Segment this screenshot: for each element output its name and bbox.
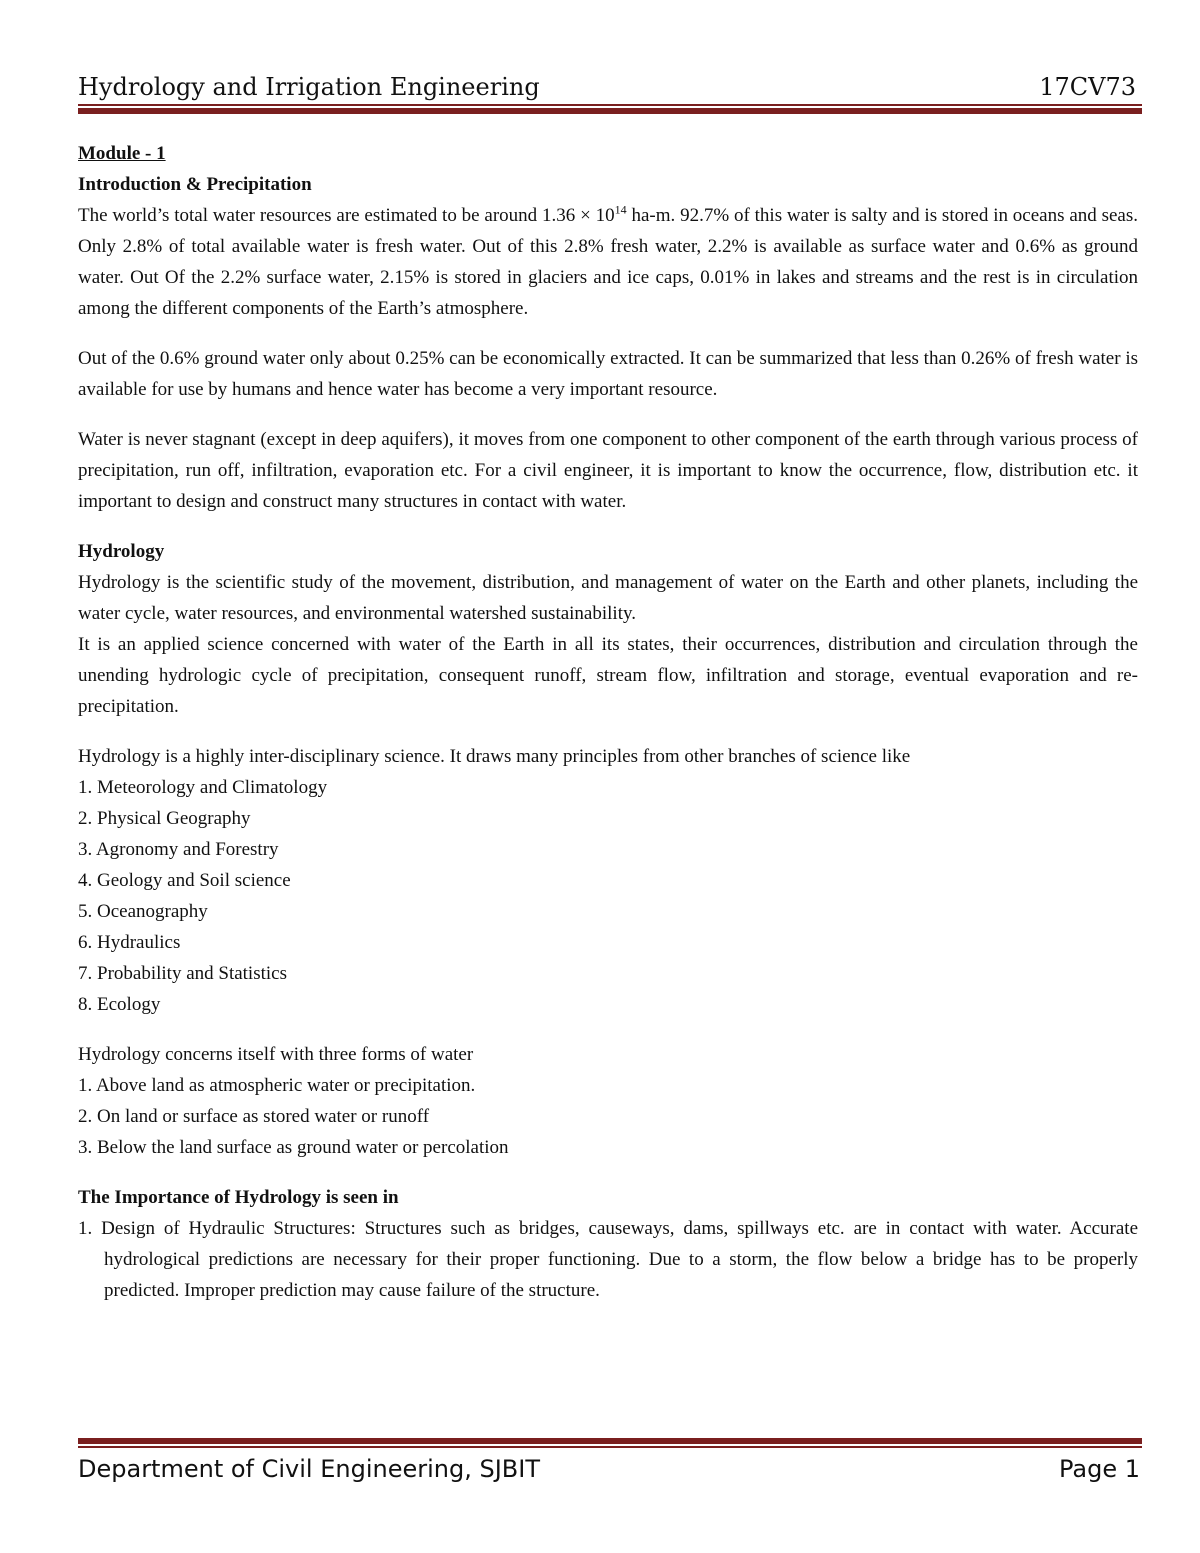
header-rule-thick: [78, 108, 1142, 114]
hydrology-heading: Hydrology: [78, 541, 165, 562]
footer-rule-thin: [78, 1446, 1142, 1448]
department-name: Department of Civil Engineering, SJBIT: [78, 1455, 540, 1483]
list-item: 3. Below the land surface as ground water or percolation: [78, 1137, 509, 1158]
intro-paragraph-2: Out of the 0.6% ground water only about 0.25% can be economically extracted. It can be summarized that less than 0.26% of fresh water is available for use by humans and hence water has become a very important resource.: [78, 348, 1138, 400]
module-title: Module - 1: [78, 143, 166, 164]
chapter-title: Introduction & Precipitation: [78, 174, 312, 195]
forms-list: [78, 1070, 1138, 1163]
footer-rule-thick: [78, 1438, 1142, 1444]
disciplines-list: [78, 772, 1138, 1020]
list-item: 5. Oceanography: [78, 901, 208, 922]
intro-paragraph-1: The world’s total water resources are estimated to be around $1.36 \times 10^{14}$ ha-m. 92.7% of this water is salty and is stored in oceans and seas. Only 2.8% of total available water is fresh water. Out of this 2.8% fresh water, 2.2% is available as surface water and 0.6% as ground water. Out Of the 2.2% surface water, 2.15% is stored in glaciers and ice caps, 0.01% in lakes and streams and the rest is in circulation among the different components of the Earth’s atmosphere.: [78, 202, 1138, 319]
exponent: 14: [614, 202, 627, 217]
forms-intro: Hydrology concerns itself with three forms of water: [78, 1044, 474, 1065]
header-title: Hydrology and Irrigation Engineering: [78, 73, 540, 101]
list-item: 4. Geology and Soil science: [78, 870, 291, 891]
list-item: 2. On land or surface as stored water or runoff: [78, 1106, 430, 1127]
page-header: [78, 70, 1142, 106]
importance-list: [78, 1213, 1138, 1306]
page-number: Page 1: [1059, 1455, 1140, 1483]
list-item: 1. Meteorology and Climatology: [78, 777, 328, 798]
list-item: 3. Agronomy and Forestry: [78, 839, 279, 860]
page-content: [78, 138, 1138, 1306]
list-item: 6. Hydraulics: [78, 932, 181, 953]
intro-paragraph-3: Water is never stagnant (except in deep aquifers), it moves from one component to other component of the earth through various process of precipitation, run off, infiltration, evaporation etc. For a civil engineer, it is important to know the occurrence, flow, distribution etc. it important to design and construct many structures in contact with water.: [78, 429, 1138, 512]
importance-heading: The Importance of Hydrology is seen in: [78, 1187, 399, 1208]
list-item: 1. Above land as atmospheric water or precipitation.: [78, 1075, 476, 1096]
list-item: 7. Probability and Statistics: [78, 963, 287, 984]
list-item: 1. Design of Hydraulic Structures: Structures such as bridges, causeways, dams, spillways etc. are in contact with water. Accurate hydrological predictions are necessary for their proper functioning. Due to a storm, the flow below a bridge has to be properly predicted. Improper prediction may cause failure of the structure.: [78, 1218, 1138, 1301]
course-code: 17CV73: [1039, 73, 1136, 101]
header-rule-thin: [78, 104, 1142, 106]
list-item: 2. Physical Geography: [78, 808, 251, 829]
hydrology-applied-science: It is an applied science concerned with water of the Earth in all its states, their occurrences, distribution and circulation through the unending hydrologic cycle of precipitation, consequent runoff, stream flow, infiltration and storage, eventual evaporation and re-precipitation.: [78, 634, 1138, 717]
hydrology-definition: Hydrology is the scientific study of the movement, distribution, and management of water on the Earth and other planets, including the water cycle, water resources, and environmental watershed sustainability.: [78, 572, 1138, 624]
disciplines-intro: Hydrology is a highly inter-disciplinary science. It draws many principles from other branches of science like: [78, 746, 911, 767]
page-footer: [78, 1452, 1142, 1492]
list-item: 8. Ecology: [78, 994, 161, 1015]
